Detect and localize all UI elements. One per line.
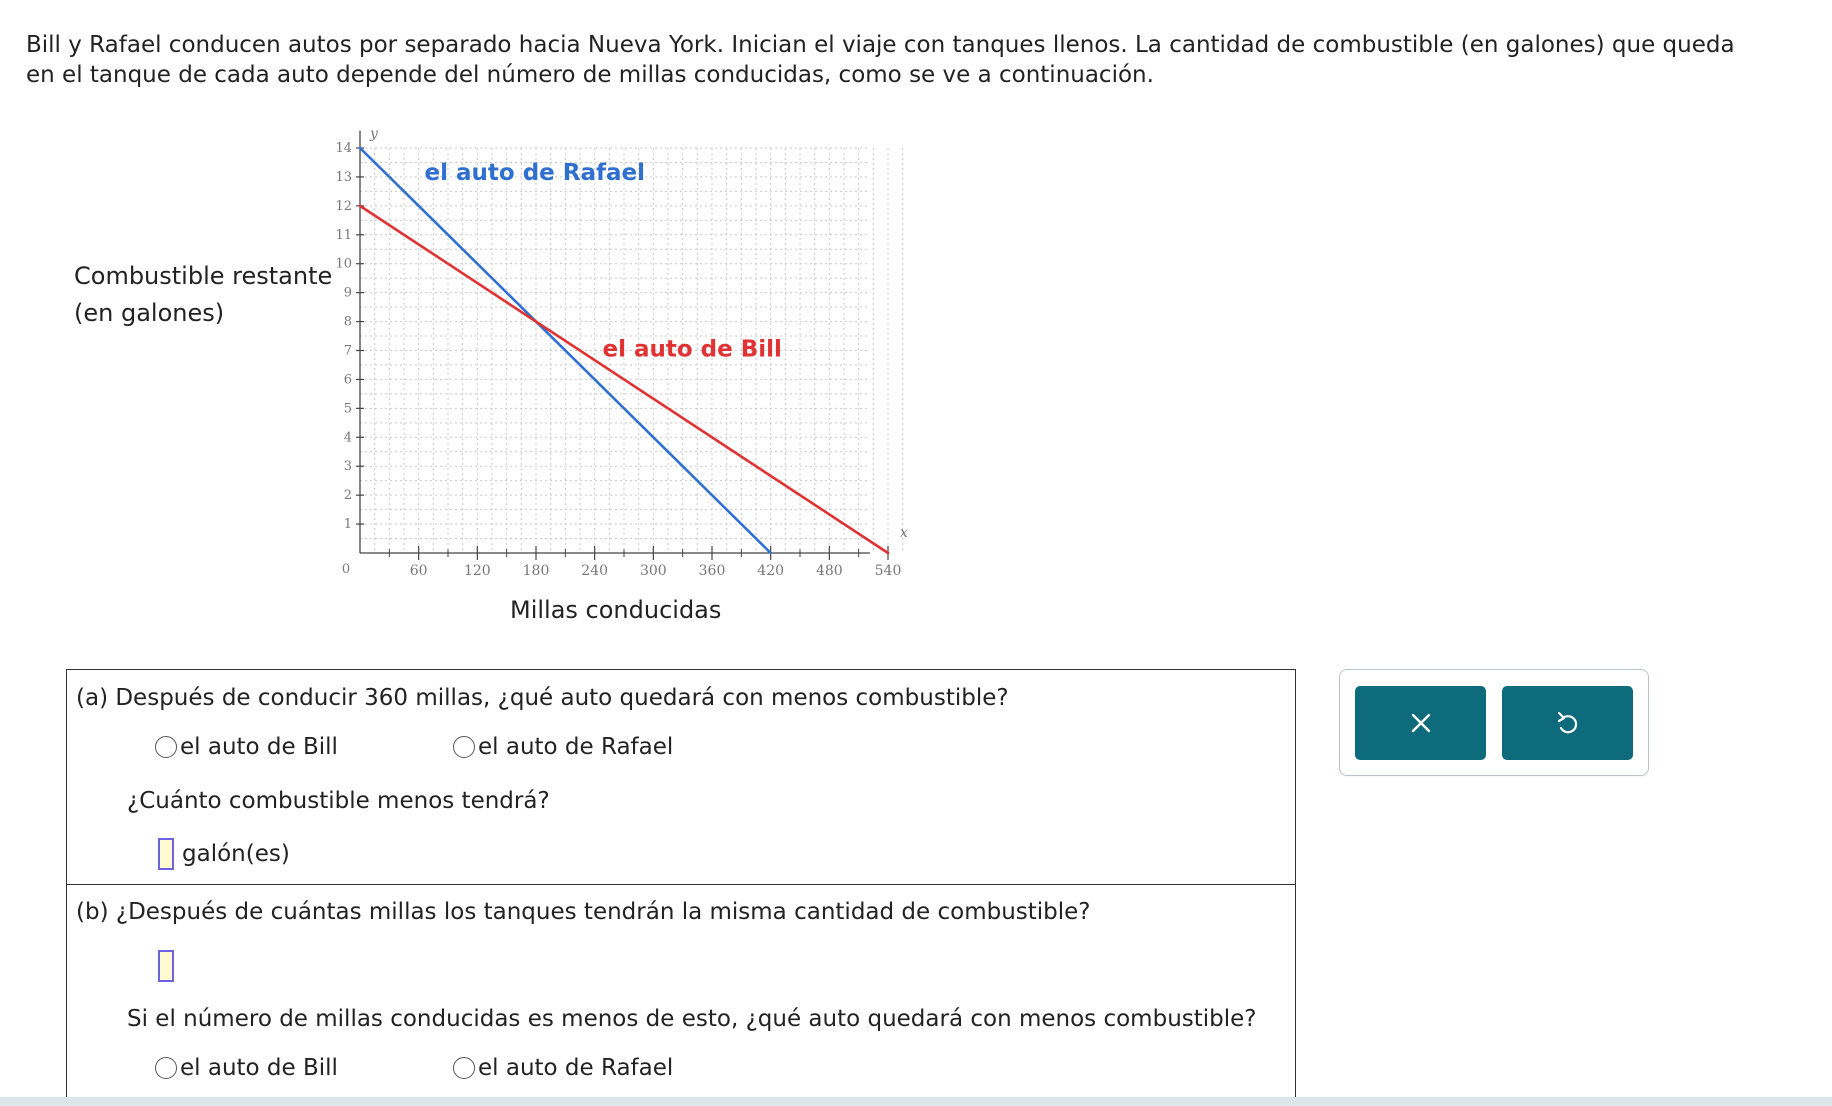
y-tick-label: 10: [335, 256, 352, 272]
y-tick-label: 9: [343, 285, 352, 301]
radio-label: el auto de Rafael: [478, 1055, 674, 1081]
part-divider: [67, 884, 1295, 885]
part-b-radio-bill[interactable]: [155, 1055, 338, 1081]
y-tick-label: 11: [335, 227, 352, 243]
part-a-answer-input[interactable]: [158, 838, 174, 870]
series-label-rafael: el auto de Rafael: [424, 159, 646, 186]
question-panel: [66, 669, 1296, 1106]
problem-statement: [26, 30, 1816, 90]
undo-button[interactable]: [1502, 686, 1633, 760]
y-axis-title-line-1: Combustible restante: [74, 262, 333, 290]
y-tick-label: 13: [335, 169, 352, 185]
y-tick-label: 1: [343, 517, 352, 533]
y-tick-label: 4: [343, 430, 352, 446]
y-axis-title: [74, 258, 332, 332]
y-tick-label: 14: [335, 141, 352, 156]
x-tick-label: 60: [409, 563, 428, 579]
x-tick-label: 240: [581, 563, 609, 579]
x-tick-label: 420: [757, 563, 785, 579]
x-tick-label: 540: [874, 563, 902, 579]
radio-label: el auto de Bill: [180, 734, 338, 760]
x-axis-letter: x: [900, 525, 908, 541]
part-b-question-2: Si el número de millas conducidas es menos de esto, ¿qué auto quedará con menos combustible?: [127, 1006, 1257, 1032]
clear-button[interactable]: [1355, 686, 1486, 760]
radio-label: el auto de Bill: [180, 1055, 338, 1081]
y-tick-label: 2: [343, 488, 352, 504]
radio-circle[interactable]: [453, 736, 475, 758]
answer-toolbar: [1339, 669, 1649, 776]
x-tick-label: 360: [698, 563, 726, 579]
x-tick-label: 120: [463, 563, 491, 579]
radio-label: el auto de Rafael: [478, 734, 674, 760]
intro-line-2: en el tanque de cada auto depende del número de millas conducidas, como se ve a continuación.: [26, 62, 1154, 88]
intro-line-1: Bill y Rafael conducen autos por separado hacia Nueva York. Inician el viaje con tanques llenos. La cantidad de combustible (en galones) que queda: [26, 32, 1735, 58]
part-a-radio-bill[interactable]: [155, 734, 338, 760]
close-icon: [1409, 711, 1433, 735]
y-tick-label: 8: [343, 314, 352, 330]
y-tick-label: 5: [343, 401, 352, 417]
x-tick-label: 300: [639, 563, 667, 579]
y-tick-label: 12: [335, 198, 352, 214]
y-axis-letter: y: [370, 126, 378, 142]
radio-circle[interactable]: [155, 736, 177, 758]
x-axis-title: Millas conducidas: [510, 596, 722, 624]
part-a-radio-rafael[interactable]: [453, 734, 673, 760]
y-tick-label: 3: [343, 459, 352, 475]
x-tick-label: 180: [522, 563, 550, 579]
origin-label: 0: [341, 562, 351, 577]
undo-icon: [1555, 709, 1581, 737]
part-b-radio-rafael[interactable]: [453, 1055, 673, 1081]
fuel-chart: [320, 118, 908, 588]
y-tick-label: 7: [343, 343, 352, 359]
series-line-bill: [360, 206, 888, 553]
series-label-bill: el auto de Bill: [602, 336, 782, 363]
x-tick-label: 480: [815, 563, 843, 579]
y-axis-title-line-2: (en galones): [74, 299, 225, 327]
radio-circle[interactable]: [155, 1057, 177, 1079]
part-a-question: (a) Después de conducir 360 millas, ¿qué auto quedará con menos combustible?: [76, 685, 1009, 711]
bottom-scroll-bar: [0, 1097, 1832, 1106]
part-a-question-2: ¿Cuánto combustible menos tendrá?: [127, 788, 550, 814]
y-tick-label: 6: [343, 372, 352, 388]
part-b-answer-input[interactable]: [158, 950, 174, 982]
part-b-question: (b) ¿Después de cuántas millas los tanques tendrán la misma cantidad de combustible?: [76, 899, 1091, 925]
part-a-unit-label: galón(es): [182, 841, 290, 867]
radio-circle[interactable]: [453, 1057, 475, 1079]
